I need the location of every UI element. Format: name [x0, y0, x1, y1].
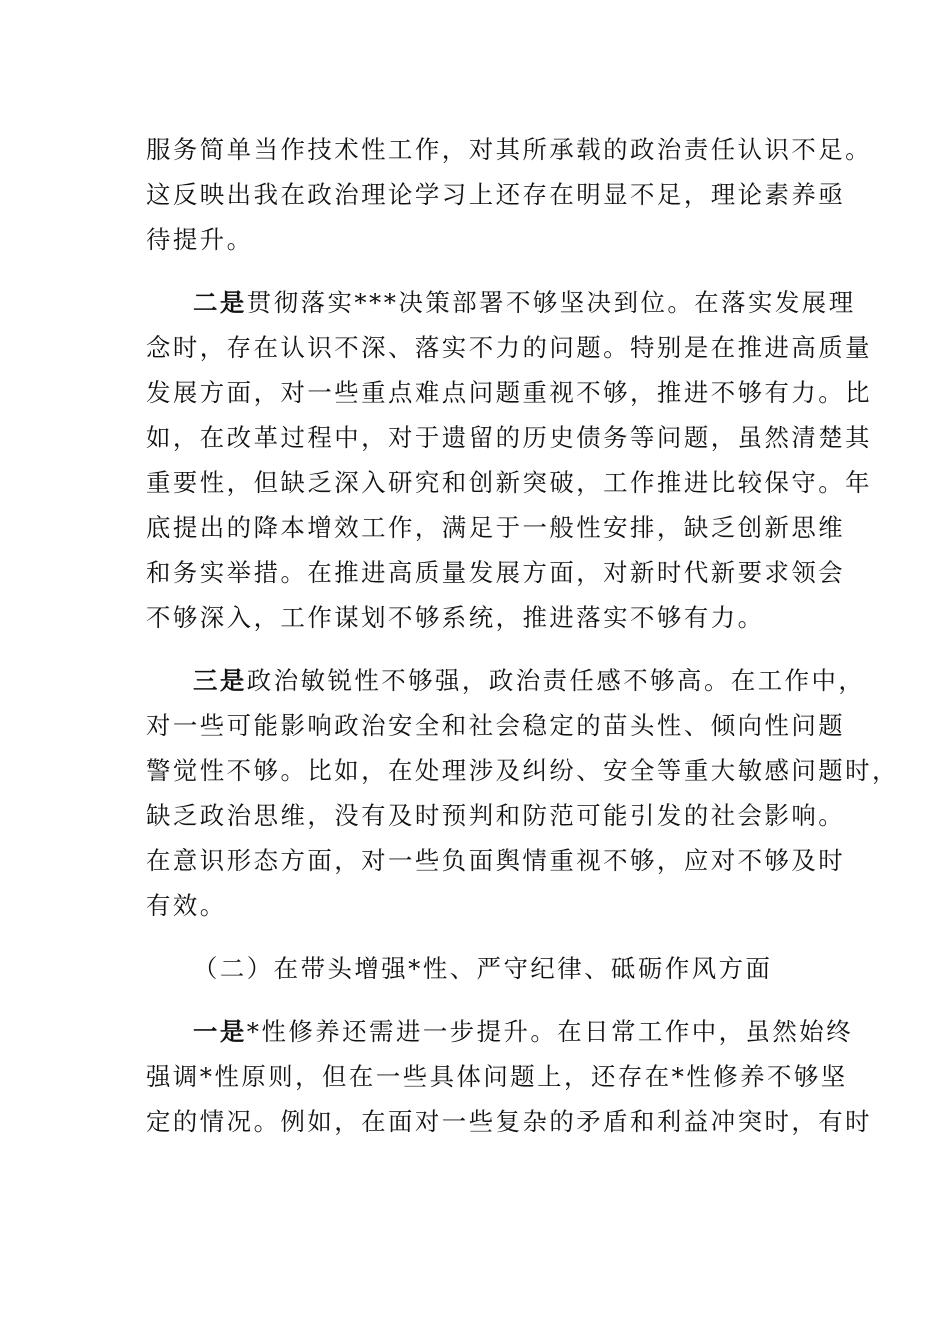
paragraph-lead: 二是	[193, 288, 247, 317]
text-line: 和务实举措。在推进高质量发展方面，对新时代新要求领会	[146, 558, 846, 587]
paragraph-point-three	[146, 658, 899, 928]
text-line: 服务简单当作技术性工作，对其所承载的政治责任认识不足。	[146, 135, 873, 164]
section-heading: （二）在带头增强*性、严守纪律、砥砺作风方面	[193, 954, 773, 983]
text-line: 缺乏政治思维，没有及时预判和防范可能引发的社会影响。	[146, 801, 846, 830]
paragraph-continuation	[146, 127, 873, 262]
paragraph-point-one	[146, 1009, 873, 1144]
document-body	[146, 127, 899, 1144]
text-line: 重要性，但缺乏深入研究和创新突破，工作推进比较保守。年	[146, 468, 873, 497]
text-line: 定的情况。例如，在面对一些复杂的矛盾和利益冲突时，有时	[146, 1107, 873, 1136]
paragraph-point-two	[146, 280, 873, 640]
text-line: 念时，存在认识不深、落实不力的问题。特别是在推进高质量	[146, 333, 873, 362]
text-line: 这反映出我在政治理论学习上还存在明显不足，理论素养亟	[146, 180, 846, 209]
text-line	[146, 658, 866, 703]
paragraph-first-line: *性修养还需进一步提升。在日常工作中，虽然始终	[246, 1017, 854, 1046]
text-line: 如，在改革过程中，对于遗留的历史债务等问题，虽然清楚其	[146, 423, 873, 452]
text-line: 在意识形态方面，对一些负面舆情重视不够，应对不够及时	[146, 846, 846, 875]
paragraph-first-line: 政治敏锐性不够强，政治责任感不够高。在工作中，	[246, 666, 866, 695]
text-line	[146, 1009, 854, 1054]
text-line: 有效。	[146, 891, 227, 920]
text-line: 发展方面，对一些重点难点问题重视不够，推进不够有力。比	[146, 378, 873, 407]
paragraph-lead: 一是	[193, 1017, 247, 1046]
text-line: 不够深入，工作谋划不够系统，推进落实不够有力。	[146, 603, 765, 632]
text-line: 待提升。	[146, 225, 254, 254]
text-line: 强调*性原则，但在一些具体问题上，还存在*性修养不够坚	[146, 1062, 848, 1091]
text-line: 警觉性不够。比如，在处理涉及纠纷、安全等重大敏感问题时，	[146, 756, 899, 785]
text-line: 底提出的降本增效工作，满足于一般性安排，缺乏创新思维	[146, 513, 846, 542]
paragraph-first-line: 贯彻落实***决策部署不够坚决到位。在落实发展理	[246, 288, 856, 317]
paragraph-lead: 三是	[193, 666, 247, 695]
text-line: 对一些可能影响政治安全和社会稳定的苗头性、倾向性问题	[146, 711, 846, 740]
text-line	[146, 280, 856, 325]
